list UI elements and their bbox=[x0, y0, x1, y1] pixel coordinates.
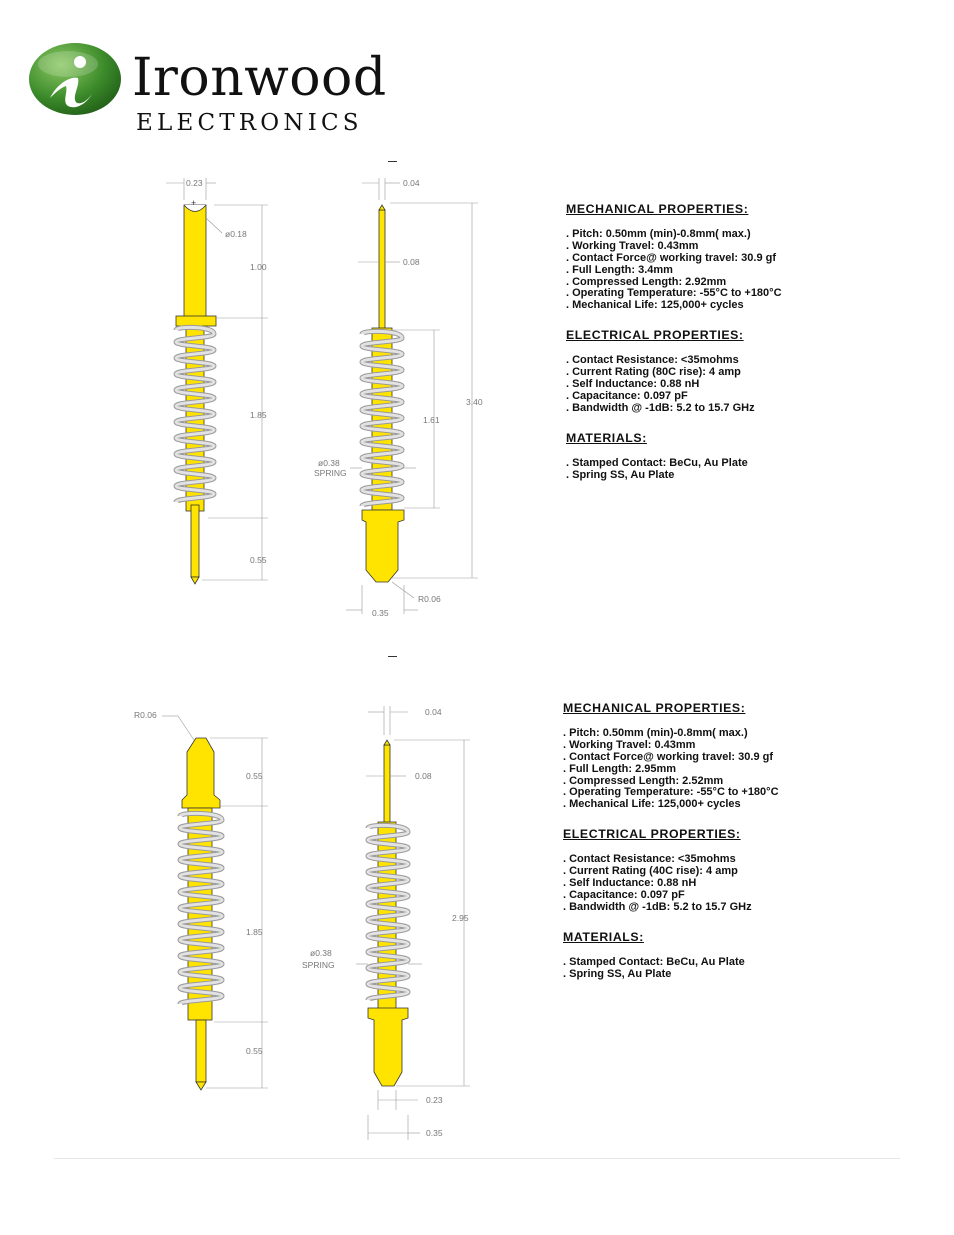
svg-text:1.85: 1.85 bbox=[250, 410, 267, 420]
part2-materials bbox=[563, 929, 779, 981]
spec-line: . Compressed Length: 2.92mm bbox=[566, 275, 727, 288]
spec-line: . Spring SS, Au Plate bbox=[566, 468, 675, 481]
svg-text:0.08: 0.08 bbox=[415, 771, 432, 781]
materials-heading: MATERIALS: bbox=[563, 929, 644, 944]
spec-line: . Compressed Length: 2.52mm bbox=[563, 774, 724, 787]
part2-side-view bbox=[134, 710, 268, 1090]
part2-electrical bbox=[563, 829, 779, 913]
part1-specs bbox=[566, 204, 782, 499]
svg-text:0.04: 0.04 bbox=[425, 707, 442, 717]
spec-line: . Operating Temperature: -55°C to +180°C bbox=[566, 287, 782, 300]
spec-line: . Full Length: 3.4mm bbox=[566, 263, 673, 276]
spec-line: . Mechanical Life: 125,000+ cycles bbox=[563, 798, 741, 811]
svg-text:SPRING: SPRING bbox=[314, 468, 347, 478]
svg-text:ø0.38: ø0.38 bbox=[310, 948, 332, 958]
svg-text:SPRING: SPRING bbox=[302, 960, 335, 970]
mechanical-heading: MECHANICAL PROPERTIES: bbox=[566, 202, 749, 216]
spec-line: . Bandwidth @ -1dB: 5.2 to 15.7 GHz bbox=[566, 401, 755, 414]
svg-text:1.85: 1.85 bbox=[246, 927, 263, 937]
spec-line: . Pitch: 0.50mm (min)-0.8mm( max.) bbox=[563, 726, 748, 739]
svg-text:ø0.38: ø0.38 bbox=[318, 458, 340, 468]
spec-line: . Operating Temperature: -55°C to +180°C bbox=[563, 786, 779, 799]
spec-line: . Contact Resistance: <35mohms bbox=[566, 354, 739, 367]
spec-line: . Stamped Contact: BeCu, Au Plate bbox=[566, 456, 748, 469]
spec-line: . Stamped Contact: BeCu, Au Plate bbox=[563, 955, 745, 968]
spec-line: . Working Travel: 0.43mm bbox=[563, 738, 696, 751]
electrical-heading: ELECTRICAL PROPERTIES: bbox=[563, 827, 741, 842]
spec-line: . Mechanical Life: 125,000+ cycles bbox=[566, 299, 744, 312]
part1-electrical bbox=[566, 330, 782, 414]
spec-line: . Full Length: 2.95mm bbox=[563, 762, 677, 775]
part2-mechanical bbox=[563, 703, 779, 811]
svg-text:1.61: 1.61 bbox=[423, 415, 440, 425]
spec-line: . Self Inductance: 0.88 nH bbox=[566, 377, 700, 390]
part2-specs bbox=[563, 703, 779, 998]
svg-text:2.95: 2.95 bbox=[452, 913, 469, 923]
part1-materials bbox=[566, 430, 782, 482]
spec-line: . Capacitance: 0.097 pF bbox=[563, 888, 685, 901]
svg-text:ø0.18: ø0.18 bbox=[225, 229, 247, 239]
svg-text:0.55: 0.55 bbox=[246, 771, 263, 781]
svg-text:0.08: 0.08 bbox=[403, 257, 420, 267]
svg-text:0.55: 0.55 bbox=[250, 555, 267, 565]
footer-divider bbox=[54, 1158, 900, 1159]
spec-line: . Bandwidth @ -1dB: 5.2 to 15.7 GHz bbox=[563, 900, 752, 913]
svg-text:3.40: 3.40 bbox=[466, 397, 483, 407]
part1-front-view bbox=[314, 178, 483, 618]
part1-mechanical bbox=[566, 204, 782, 312]
spec-line: . Self Inductance: 0.88 nH bbox=[563, 876, 697, 889]
spec-line: . Contact Resistance: <35mohms bbox=[563, 853, 736, 866]
spec-line: . Pitch: 0.50mm (min)-0.8mm( max.) bbox=[566, 227, 751, 240]
spec-line: . Spring SS, Au Plate bbox=[563, 967, 672, 980]
svg-text:R0.06: R0.06 bbox=[134, 710, 157, 720]
materials-heading: MATERIALS: bbox=[566, 430, 647, 445]
spec-line: . Capacitance: 0.097 pF bbox=[566, 389, 688, 402]
svg-text:0.35: 0.35 bbox=[426, 1128, 443, 1138]
svg-text:0.55: 0.55 bbox=[246, 1046, 263, 1056]
svg-text:0.23: 0.23 bbox=[426, 1095, 443, 1105]
spec-line: . Current Rating (40C rise): 4 amp bbox=[563, 865, 738, 878]
svg-text:0.35: 0.35 bbox=[372, 608, 389, 618]
brand-name: Ironwood bbox=[132, 48, 387, 108]
spec-line: . Contact Force@ working travel: 30.9 gf bbox=[563, 750, 773, 763]
spec-line: . Working Travel: 0.43mm bbox=[566, 239, 699, 252]
spec-line: . Contact Force@ working travel: 30.9 gf bbox=[566, 251, 776, 264]
svg-text:0.04: 0.04 bbox=[403, 178, 420, 188]
svg-text:1.00: 1.00 bbox=[250, 262, 267, 272]
svg-text:R0.06: R0.06 bbox=[418, 594, 441, 604]
electrical-heading: ELECTRICAL PROPERTIES: bbox=[566, 328, 744, 343]
mechanical-heading: MECHANICAL PROPERTIES: bbox=[563, 701, 746, 715]
svg-text:+: + bbox=[191, 198, 197, 208]
part2-front-view bbox=[302, 706, 470, 1140]
spec-line: . Current Rating (80C rise): 4 amp bbox=[566, 366, 741, 379]
svg-text:0.23: 0.23 bbox=[186, 178, 203, 188]
brand-subtitle: ELECTRONICS bbox=[136, 110, 363, 136]
part1-side-view bbox=[166, 178, 268, 584]
